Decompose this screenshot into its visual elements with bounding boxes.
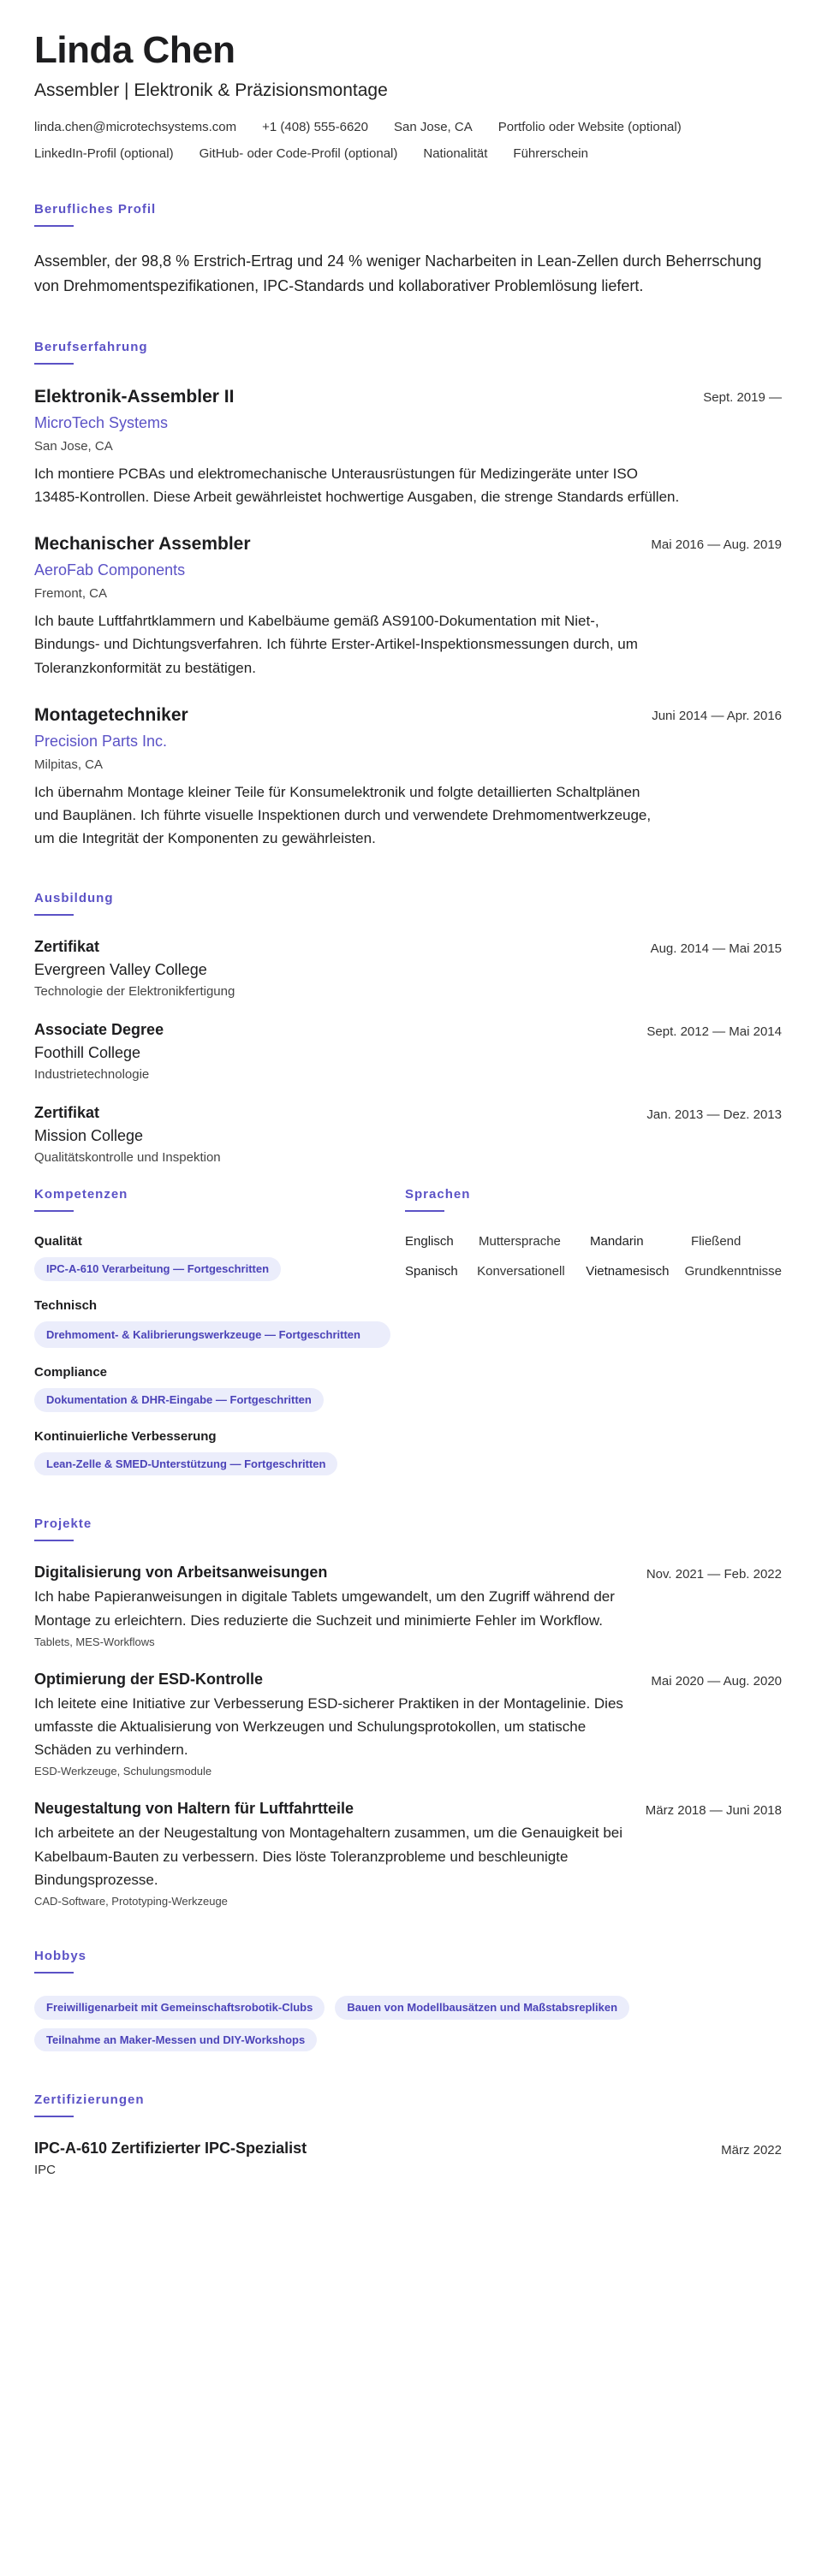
section-divider — [34, 225, 74, 227]
languages-section — [405, 1187, 782, 1475]
resume-header — [34, 31, 782, 161]
language-name: Vietnamesisch — [586, 1264, 670, 1279]
education-date: Sept. 2012 — Mai 2014 — [646, 1024, 782, 1040]
hobby-pill: Teilnahme an Maker-Messen und DIY-Workshops — [34, 2028, 317, 2052]
section-divider — [34, 1972, 74, 1974]
project-tech: ESD-Werkzeuge, Schulungsmodule — [34, 1765, 212, 1778]
job-description: Ich übernahm Montage kleiner Teile für Konsumelektronik und folgte detaillierten Schaltplänen und Bauplänen. Ich führte visuelle Inspektionen durch und verwendete Drehmomentwerkzeuge, um die Integrität der Komponenten zu gewährleisten. — [34, 783, 652, 847]
certification-date: März 2022 — [721, 2143, 782, 2158]
project-description: Ich habe Papieranweisungen in digitale Tablets umgewandelt, um den Zugriff während der Montage zu erleichtern. Dies reduzierte die Suchzeit und minimierte Fehler im Workflow. — [34, 1588, 615, 1629]
education-date: Aug. 2014 — Mai 2015 — [650, 941, 782, 957]
project-date: Nov. 2021 — Feb. 2022 — [646, 1567, 782, 1582]
contact-list — [34, 120, 782, 161]
language-level: Fließend — [691, 1234, 742, 1249]
section-divider — [34, 1210, 74, 1212]
project-description: Ich leitete eine Initiative zur Verbesserung ESD-sicherer Praktiken in der Montagelinie. Dies umfasste die Aktualisierung von Werkzeugen und Schulungsprotokollen, um statische Schäden zu verhindern. — [34, 1695, 623, 1759]
contact-license: Führerschein — [513, 146, 588, 162]
skill-pill: Lean-Zelle & SMED-Unterstützung — Fortgeschritten — [34, 1452, 337, 1476]
skill-category: Technisch — [34, 1297, 98, 1313]
section-title: Kompetenzen — [34, 1187, 128, 1202]
hobby-pill: Bauen von Modellbausätzen und Maßstabsrepliken — [335, 1996, 629, 2020]
job-date: Sept. 2019 — — [703, 389, 782, 405]
experience-section — [34, 340, 782, 851]
contact-portfolio[interactable]: Portfolio oder Website (optional) — [497, 120, 682, 135]
education-entry — [34, 1104, 782, 1165]
section-divider — [34, 914, 74, 916]
language-row — [405, 1234, 782, 1249]
skill-pill: Dokumentation & DHR-Eingabe — Fortgeschritten — [34, 1388, 324, 1412]
hobbies-section — [34, 1949, 782, 2051]
contact-nationality: Nationalität — [423, 146, 488, 162]
section-divider — [405, 1210, 444, 1212]
projects-section — [34, 1517, 782, 1908]
section-title: Sprachen — [405, 1187, 471, 1202]
education-field: Qualitätskontrolle und Inspektion — [34, 1150, 221, 1166]
profile-text: Assembler, der 98,8 % Erstrich-Ertrag und 24 % weniger Nacharbeiten in Lean-Zellen durch Beherrschung von Drehmomentspezifikationen, IPC-Standards und kollaborativer Problemlösung liefert. — [34, 252, 762, 294]
project-entry — [34, 1564, 782, 1647]
education-degree: Zertifikat — [34, 1104, 100, 1122]
skill-pill: IPC-A-610 Verarbeitung — Fortgeschritten — [34, 1257, 281, 1281]
profile-section — [34, 202, 782, 299]
job-entry — [34, 705, 782, 851]
language-level: Muttersprache — [479, 1234, 561, 1249]
project-date: Mai 2020 — Aug. 2020 — [651, 1673, 782, 1689]
section-divider — [34, 1540, 74, 1541]
hobby-list — [34, 1996, 782, 2051]
project-tech: CAD-Software, Prototyping-Werkzeuge — [34, 1894, 228, 1908]
education-school: Mission College — [34, 1127, 144, 1145]
section-title: Projekte — [34, 1517, 92, 1532]
section-title: Zertifizierungen — [34, 2092, 145, 2108]
education-date: Jan. 2013 — Dez. 2013 — [646, 1107, 782, 1123]
candidate-name: Linda Chen — [34, 29, 235, 71]
language-row — [405, 1264, 782, 1279]
education-degree: Zertifikat — [34, 938, 100, 956]
education-field: Industrietechnologie — [34, 1067, 150, 1083]
job-company: MicroTech Systems — [34, 413, 169, 431]
education-field: Technologie der Elektronikfertigung — [34, 984, 235, 1000]
job-entry — [34, 387, 782, 508]
language-name: Spanisch — [405, 1264, 458, 1279]
skills-section — [34, 1187, 398, 1475]
hobby-pill: Freiwilligenarbeit mit Gemeinschaftsrobotik-Clubs — [34, 1996, 325, 2020]
contact-email[interactable]: linda.chen@microtechsystems.com — [34, 120, 237, 135]
contact-linkedin[interactable]: LinkedIn-Profil (optional) — [34, 146, 174, 162]
job-location: Fremont, CA — [34, 586, 108, 602]
candidate-role: Assembler | Elektronik & Präzisionsmontage — [34, 80, 388, 101]
skills-languages-row — [34, 1187, 782, 1475]
certification-issuer: IPC — [34, 2163, 57, 2178]
section-title: Berufliches Profil — [34, 202, 157, 217]
project-title: Optimierung der ESD-Kontrolle — [34, 1670, 264, 1688]
education-entry — [34, 1021, 782, 1082]
job-location: San Jose, CA — [34, 438, 113, 454]
job-date: Mai 2016 — Aug. 2019 — [651, 537, 782, 553]
project-date: März 2018 — Juni 2018 — [645, 1803, 782, 1819]
section-title: Berufserfahrung — [34, 339, 148, 354]
job-description: Ich baute Luftfahrtklammern und Kabelbäume gemäß AS9100-Dokumentation mit Niet-, Bindungs- und Dichtungsverfahren. Ich führte Erster-Artikel-Inspektionsmessungen durch, um Toleranzkonformität zu bestätigen. — [34, 613, 638, 676]
language-level: Grundkenntnisse — [684, 1264, 783, 1279]
education-degree: Associate Degree — [34, 1021, 164, 1039]
education-section — [34, 891, 782, 1165]
job-title: Montagetechniker — [34, 704, 188, 725]
contact-location: San Jose, CA — [394, 120, 473, 135]
section-divider — [34, 363, 74, 365]
skill-category: Kontinuierliche Verbesserung — [34, 1428, 217, 1444]
job-description: Ich montiere PCBAs und elektromechanische Unterausrüstungen für Medizingeräte unter ISO 13485-Kontrollen. Diese Arbeit gewährleistet hochwertige Ausgaben, die strenge Standards erfüllen. — [34, 465, 680, 505]
education-entry — [34, 938, 782, 999]
education-school: Foothill College — [34, 1044, 141, 1062]
language-name: Englisch — [405, 1234, 454, 1249]
job-title: Elektronik-Assembler II — [34, 386, 235, 407]
job-entry — [34, 534, 782, 680]
project-description: Ich arbeitete an der Neugestaltung von Montagehaltern zusammen, um die Genauigkeit bei Kabelbaum-Bauten zu verbessern. Dies löste Toleranzprobleme und beschleunigte Bindungsprozesse. — [34, 1825, 623, 1888]
language-level: Konversationell — [477, 1264, 565, 1279]
section-divider — [34, 2116, 74, 2117]
contact-github[interactable]: GitHub- oder Code-Profil (optional) — [199, 146, 398, 162]
project-entry — [34, 1800, 782, 1908]
education-school: Evergreen Valley College — [34, 961, 207, 979]
skill-category: Qualität — [34, 1234, 82, 1249]
skill-pill: Drehmoment- & Kalibrierungswerkzeuge — Fortgeschritten — [34, 1321, 390, 1349]
job-date: Juni 2014 — Apr. 2016 — [652, 708, 782, 723]
job-company: AeroFab Components — [34, 561, 186, 579]
certification-entry — [34, 2140, 782, 2177]
project-title: Digitalisierung von Arbeitsanweisungen — [34, 1564, 328, 1582]
skill-category: Compliance — [34, 1365, 108, 1380]
project-tech: Tablets, MES-Workflows — [34, 1635, 155, 1648]
job-title: Mechanischer Assembler — [34, 534, 251, 555]
job-company: Precision Parts Inc. — [34, 732, 168, 750]
project-title: Neugestaltung von Haltern für Luftfahrtteile — [34, 1800, 354, 1818]
project-entry — [34, 1671, 782, 1778]
language-name: Mandarin — [590, 1234, 644, 1249]
section-title: Ausbildung — [34, 891, 114, 906]
certifications-section — [34, 2092, 782, 2177]
section-title: Hobbys — [34, 1948, 87, 1963]
contact-phone[interactable]: +1 (408) 555-6620 — [262, 120, 368, 135]
job-location: Milpitas, CA — [34, 757, 104, 772]
certification-name: IPC-A-610 Zertifizierter IPC-Spezialist — [34, 2140, 307, 2158]
